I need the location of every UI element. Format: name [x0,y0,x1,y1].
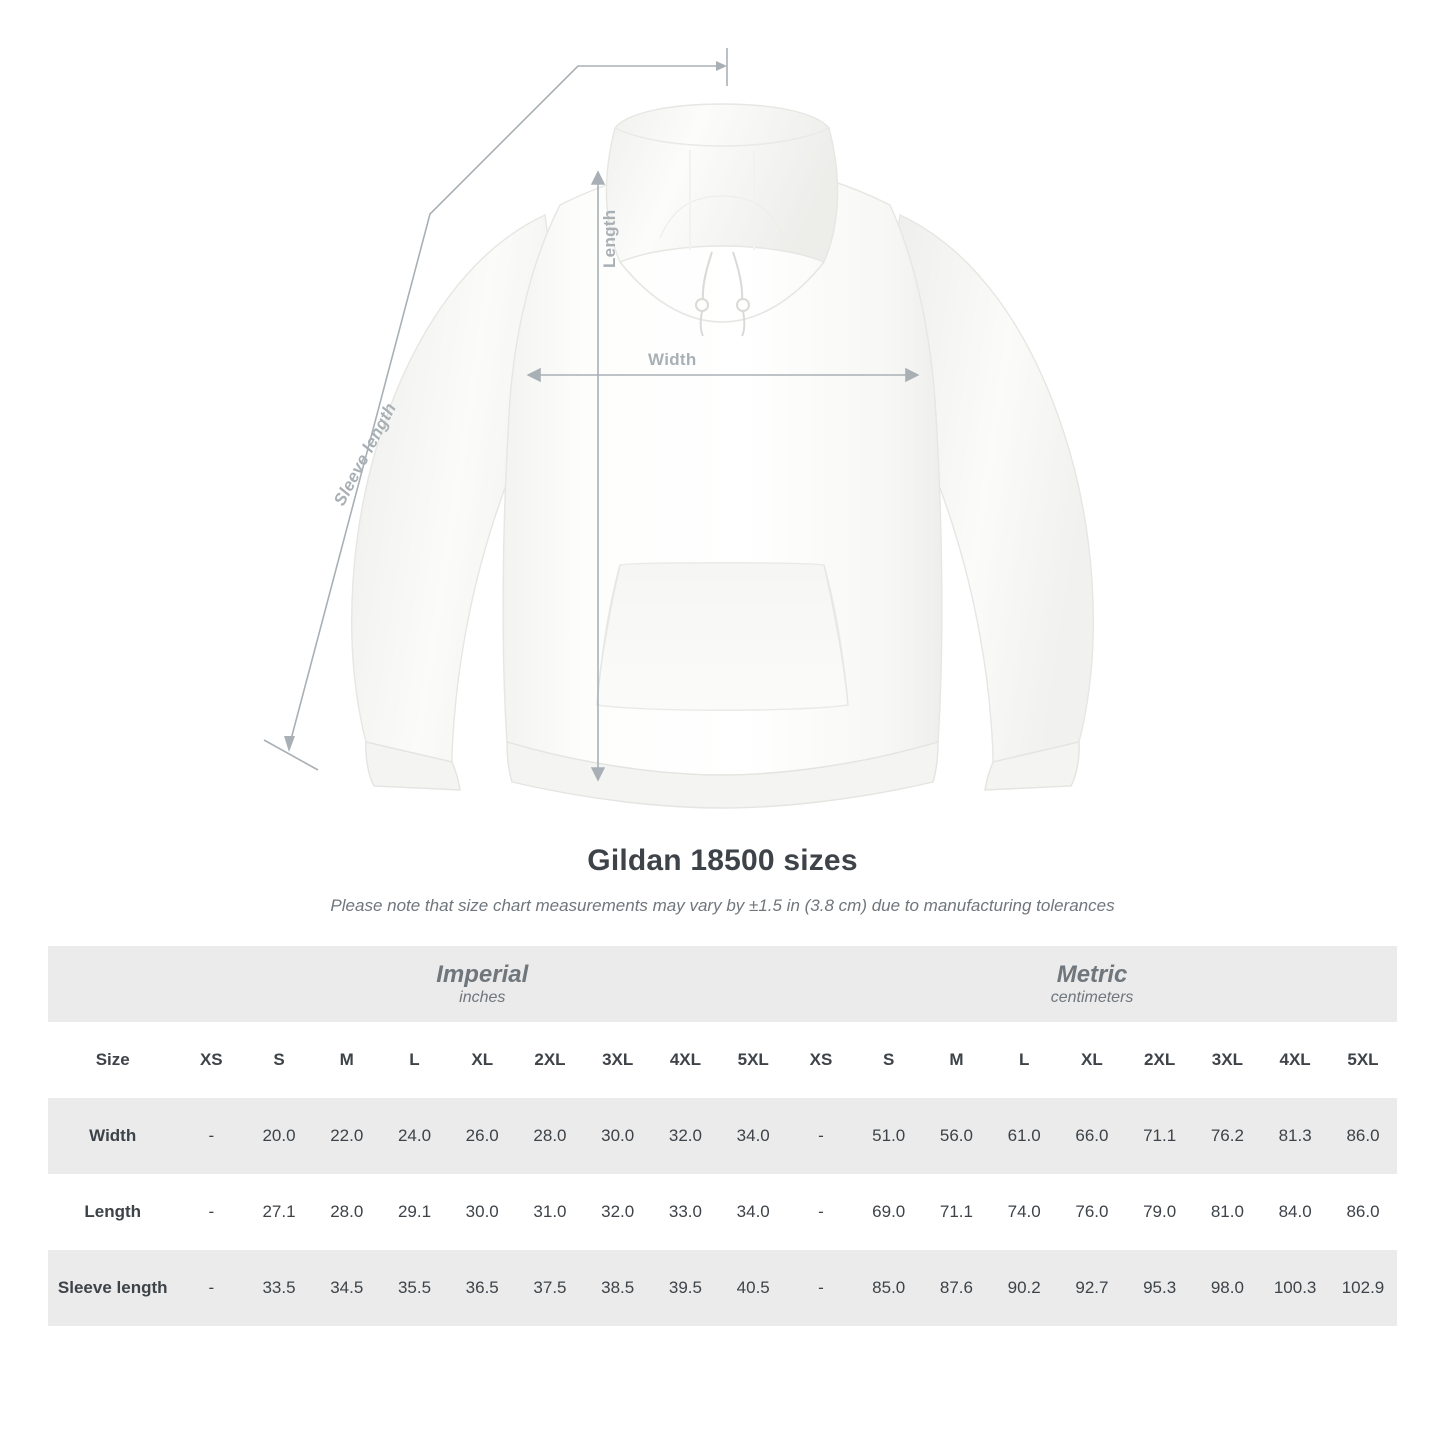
size-header-imperial-3xl: 3XL [584,1022,652,1098]
width-imperial-2xl: 28.0 [516,1098,584,1174]
table-row [48,1098,1397,1174]
width-metric-3xl: 76.2 [1194,1098,1262,1174]
width-metric-s: 51.0 [855,1098,923,1174]
size-header-imperial-xs: XS [177,1022,245,1098]
sleeve-metric-5xl: 102.9 [1329,1250,1397,1326]
sleeve-imperial-2xl: 37.5 [516,1250,584,1326]
sleeve-metric-2xl: 95.3 [1126,1250,1194,1326]
unit-header-row [48,946,1397,1022]
unit-spacer [48,946,177,1022]
row-label-width: Width [48,1098,177,1174]
sleeve-imperial-xl: 36.5 [448,1250,516,1326]
size-header-label: Size [48,1022,177,1098]
size-header-imperial-xl: XL [448,1022,516,1098]
title-block [0,844,1445,916]
tolerance-note: Please note that size chart measurements may vary by ±1.5 in (3.8 cm) due to manufacturing tolerances [330,896,1115,915]
width-metric-l: 61.0 [990,1098,1058,1174]
size-header-row [48,1022,1397,1098]
row-label-length: Length [48,1174,177,1250]
sleeve-imperial-4xl: 39.5 [652,1250,720,1326]
imperial-unit-header [177,946,787,1022]
length-metric-s: 69.0 [855,1174,923,1250]
sleeve-imperial-xs: - [177,1250,245,1326]
length-imperial-l: 29.1 [381,1174,449,1250]
hoodie-garment [352,104,1094,808]
length-dimension-label: Length [600,209,619,268]
sleeve-metric-3xl: 98.0 [1194,1250,1262,1326]
size-header-imperial-m: M [313,1022,381,1098]
sleeve-imperial-5xl: 40.5 [719,1250,787,1326]
width-imperial-m: 22.0 [313,1098,381,1174]
sleeve-length-dimension-label: Sleeve length [330,399,401,509]
width-imperial-s: 20.0 [245,1098,313,1174]
length-imperial-2xl: 31.0 [516,1174,584,1250]
size-table-wrap [48,946,1397,1326]
metric-unit-name: Metric [1056,961,1128,989]
width-metric-5xl: 86.0 [1329,1098,1397,1174]
size-header-imperial-5xl: 5XL [719,1022,787,1098]
sleeve-metric-4xl: 100.3 [1261,1250,1329,1326]
size-header-metric-xl: XL [1058,1022,1126,1098]
width-metric-4xl: 81.3 [1261,1098,1329,1174]
length-imperial-xl: 30.0 [448,1174,516,1250]
length-imperial-3xl: 32.0 [584,1174,652,1250]
metric-unit-header [787,946,1397,1022]
width-imperial-3xl: 30.0 [584,1098,652,1174]
length-metric-4xl: 84.0 [1261,1174,1329,1250]
size-header-imperial-l: L [381,1022,449,1098]
length-metric-l: 74.0 [990,1174,1058,1250]
length-imperial-xs: - [177,1174,245,1250]
size-header-metric-s: S [855,1022,923,1098]
row-label-sleeve-length: Sleeve length [48,1250,177,1326]
width-metric-2xl: 71.1 [1126,1098,1194,1174]
size-header-imperial-s: S [245,1022,313,1098]
width-imperial-xs: - [177,1098,245,1174]
length-metric-m: 71.1 [923,1174,991,1250]
width-imperial-5xl: 34.0 [719,1098,787,1174]
sleeve-imperial-s: 33.5 [245,1250,313,1326]
length-metric-xs: - [787,1174,855,1250]
size-table [48,946,1397,1326]
page-title: Gildan 18500 sizes [587,844,858,877]
size-header-metric-m: M [923,1022,991,1098]
length-metric-3xl: 81.0 [1194,1174,1262,1250]
width-imperial-l: 24.0 [381,1098,449,1174]
size-header-metric-2xl: 2XL [1126,1022,1194,1098]
table-row [48,1174,1397,1250]
width-metric-xl: 66.0 [1058,1098,1126,1174]
size-header-metric-4xl: 4XL [1261,1022,1329,1098]
length-metric-5xl: 86.0 [1329,1174,1397,1250]
sleeve-metric-xl: 92.7 [1058,1250,1126,1326]
sleeve-metric-s: 85.0 [855,1250,923,1326]
table-row [48,1250,1397,1326]
imperial-unit-sub: inches [459,988,506,1006]
sleeve-imperial-3xl: 38.5 [584,1250,652,1326]
imperial-unit-name: Imperial [436,961,529,989]
width-dimension-label: Width [648,350,697,369]
width-metric-m: 56.0 [923,1098,991,1174]
width-metric-xs: - [787,1098,855,1174]
sleeve-imperial-l: 35.5 [381,1250,449,1326]
size-header-metric-3xl: 3XL [1194,1022,1262,1098]
width-imperial-xl: 26.0 [448,1098,516,1174]
size-header-imperial-2xl: 2XL [516,1022,584,1098]
size-header-imperial-4xl: 4XL [652,1022,720,1098]
metric-unit-sub: centimeters [1050,988,1134,1006]
length-metric-2xl: 79.0 [1126,1174,1194,1250]
length-metric-xl: 76.0 [1058,1174,1126,1250]
length-imperial-4xl: 33.0 [652,1174,720,1250]
length-imperial-s: 27.1 [245,1174,313,1250]
width-imperial-4xl: 32.0 [652,1098,720,1174]
size-header-metric-xs: XS [787,1022,855,1098]
size-header-metric-5xl: 5XL [1329,1022,1397,1098]
sleeve-imperial-m: 34.5 [313,1250,381,1326]
sleeve-metric-xs: - [787,1250,855,1326]
sleeve-metric-l: 90.2 [990,1250,1058,1326]
size-header-metric-l: L [990,1022,1058,1098]
sleeve-metric-m: 87.6 [923,1250,991,1326]
length-imperial-m: 28.0 [313,1174,381,1250]
length-imperial-5xl: 34.0 [719,1174,787,1250]
